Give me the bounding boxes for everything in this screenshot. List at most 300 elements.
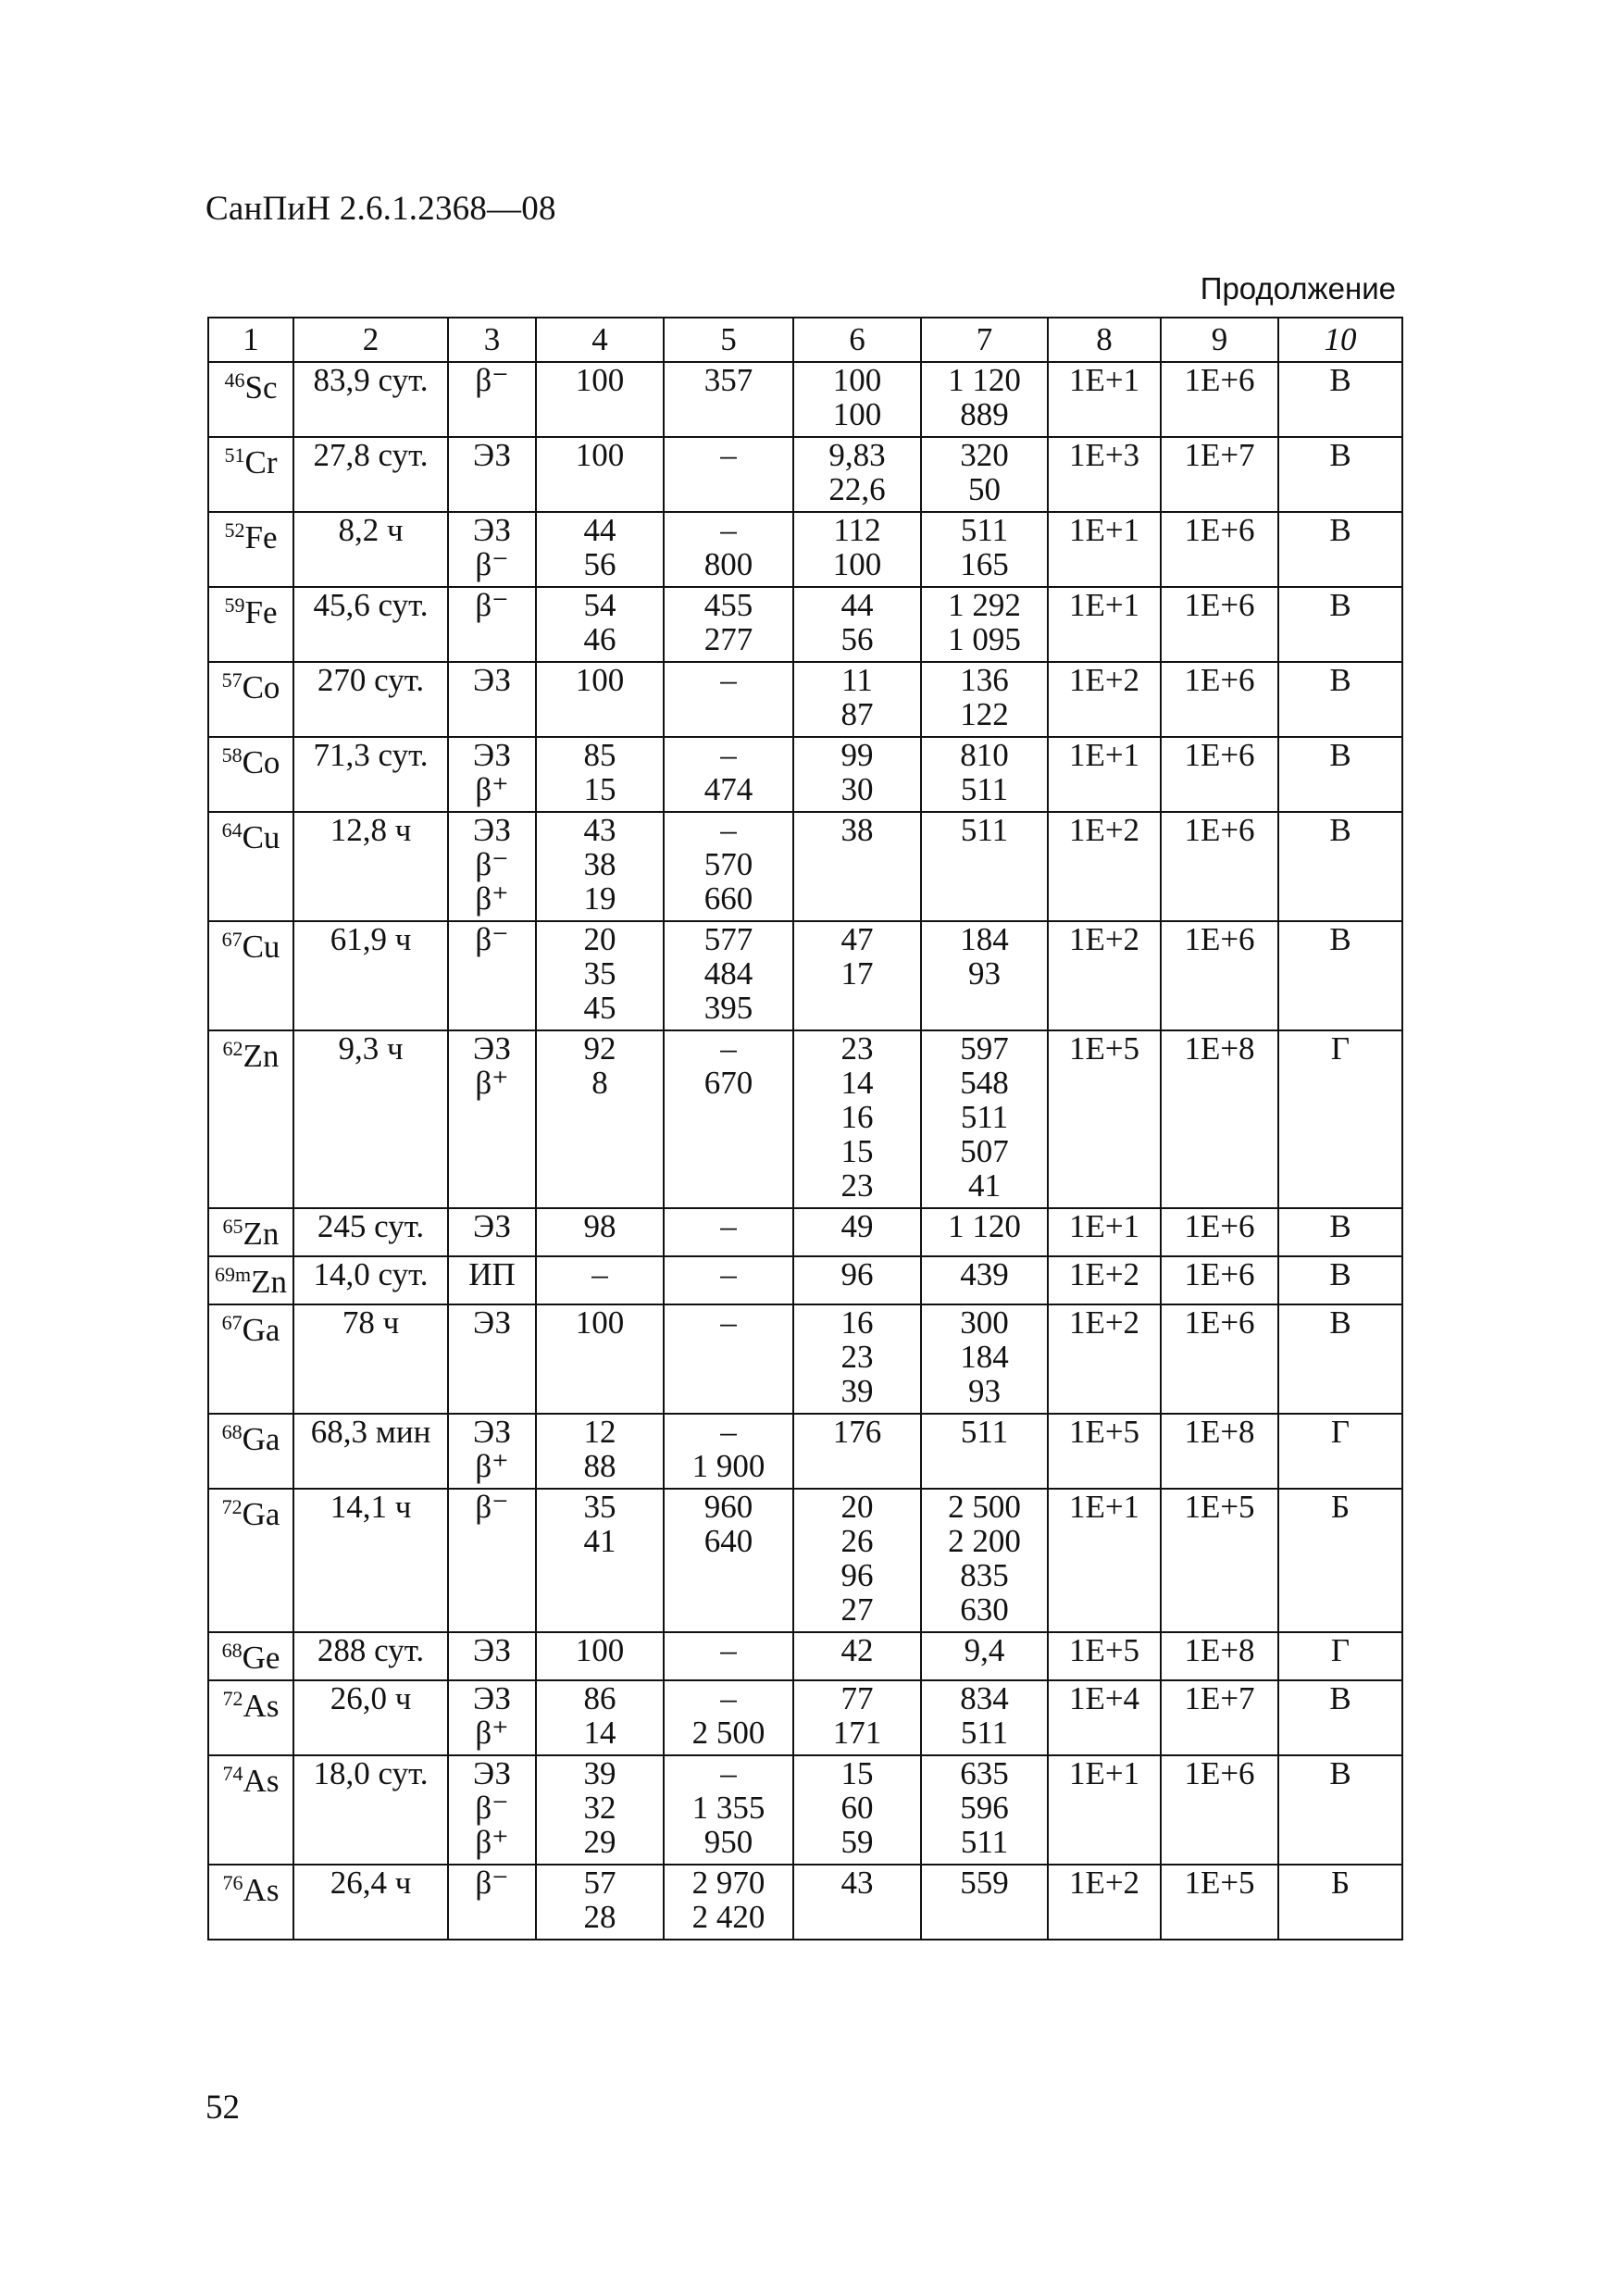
- gamma-energy-cell: [921, 362, 1048, 437]
- yield-cell: [536, 1632, 664, 1680]
- table-row: [208, 1304, 1402, 1414]
- table-row: [208, 1865, 1402, 1940]
- half-life-cell: 9,3 ч: [293, 1030, 448, 1208]
- element-symbol: As: [243, 1688, 280, 1724]
- cell-line: ЭЗ: [472, 662, 512, 698]
- cell-line: 9,83: [828, 437, 886, 473]
- min-activity-cell: 1E+1: [1048, 362, 1161, 437]
- cell-line: 100: [832, 362, 882, 398]
- decay-type-cell: [448, 362, 536, 437]
- cell-line: 44: [583, 512, 616, 548]
- cell-line: 35: [583, 955, 616, 992]
- yield-cell: [536, 1755, 664, 1865]
- cell-line: 38: [583, 846, 616, 882]
- cell-line: –: [591, 1256, 608, 1292]
- cell-line: 2 420: [691, 1899, 765, 1935]
- yield-cell: [536, 662, 664, 737]
- gamma-energy-cell: [921, 1414, 1048, 1489]
- gamma-yield-cell: [793, 1865, 921, 1940]
- column-header-10: 10: [1278, 318, 1402, 362]
- cell-line: 277: [703, 621, 753, 657]
- nuclide-cell: [208, 812, 293, 921]
- nuclide-cell: [208, 1489, 293, 1632]
- element-symbol: Fe: [244, 594, 278, 630]
- cell-line: 50: [968, 471, 1001, 507]
- cell-line: 640: [703, 1523, 753, 1559]
- cell-line: 26: [840, 1523, 874, 1559]
- group-cell: В: [1278, 1256, 1402, 1304]
- cell-line: –: [720, 1755, 737, 1791]
- cell-line: –: [720, 1632, 737, 1668]
- decay-type-cell: [448, 662, 536, 737]
- beta-energy-cell: [664, 1865, 793, 1940]
- group-cell: Б: [1278, 1865, 1402, 1940]
- mass-number: 74: [222, 1762, 243, 1785]
- group-cell: В: [1278, 812, 1402, 921]
- gamma-yield-cell: [793, 1489, 921, 1632]
- cell-line: β⁻: [475, 587, 509, 623]
- cell-line: 11: [841, 662, 873, 698]
- decay-type-cell: [448, 1414, 536, 1489]
- nuclide-cell: [208, 1256, 293, 1304]
- min-activity-cell: 1E+1: [1048, 1755, 1161, 1865]
- half-life-cell: 14,1 ч: [293, 1489, 448, 1632]
- mass-number: 68: [221, 1639, 243, 1662]
- max-activity-cell: 1E+6: [1161, 362, 1278, 437]
- beta-energy-cell: [664, 662, 793, 737]
- yield-cell: [536, 437, 664, 512]
- cell-line: 474: [703, 771, 753, 807]
- cell-line: 54: [583, 587, 616, 623]
- cell-line: ЭЗ: [472, 1755, 512, 1791]
- yield-cell: [536, 512, 664, 587]
- decay-type-cell: [448, 1755, 536, 1865]
- cell-line: –: [720, 737, 737, 773]
- cell-line: 46: [583, 621, 616, 657]
- table-row: [208, 512, 1402, 587]
- cell-line: 15: [840, 1755, 874, 1791]
- max-activity-cell: 1E+6: [1161, 1208, 1278, 1256]
- beta-energy-cell: [664, 362, 793, 437]
- column-header-4: 4: [536, 318, 664, 362]
- half-life-cell: 12,8 ч: [293, 812, 448, 921]
- mass-number: 51: [224, 443, 245, 467]
- cell-line: –: [720, 662, 737, 698]
- table-row: [208, 1208, 1402, 1256]
- cell-line: 44: [840, 587, 874, 623]
- min-activity-cell: 1E+1: [1048, 1208, 1161, 1256]
- gamma-energy-cell: [921, 737, 1048, 812]
- mass-number: 67: [221, 1311, 243, 1334]
- nuclide-cell: [208, 662, 293, 737]
- table-body: [208, 362, 1402, 1940]
- mass-number: 65: [222, 1215, 243, 1238]
- cell-line: 41: [968, 1167, 1001, 1204]
- cell-line: 28: [583, 1899, 616, 1935]
- decay-type-cell: [448, 1208, 536, 1256]
- cell-line: 9,4: [964, 1632, 1005, 1668]
- cell-line: 511: [960, 512, 1009, 548]
- nuclide-cell: [208, 1208, 293, 1256]
- beta-energy-cell: [664, 1489, 793, 1632]
- half-life-cell: 71,3 сут.: [293, 737, 448, 812]
- half-life-cell: 68,3 мин: [293, 1414, 448, 1489]
- cell-line: 300: [960, 1304, 1009, 1341]
- decay-type-cell: [448, 921, 536, 1030]
- cell-line: ЭЗ: [472, 1030, 512, 1067]
- half-life-cell: 8,2 ч: [293, 512, 448, 587]
- cell-line: 15: [840, 1133, 874, 1169]
- cell-line: 165: [960, 546, 1009, 582]
- cell-line: 889: [960, 396, 1009, 432]
- max-activity-cell: 1E+6: [1161, 587, 1278, 662]
- element-symbol: Ga: [242, 1496, 280, 1532]
- group-cell: В: [1278, 587, 1402, 662]
- nuclide-cell: [208, 362, 293, 437]
- table-row: [208, 1632, 1402, 1680]
- nuclide-cell: [208, 1030, 293, 1208]
- table-row: [208, 1680, 1402, 1755]
- cell-line: 35: [583, 1489, 616, 1525]
- cell-line: 171: [832, 1715, 882, 1751]
- table-row: [208, 1755, 1402, 1865]
- cell-line: β⁺: [475, 1715, 509, 1751]
- gamma-energy-cell: [921, 587, 1048, 662]
- mass-number: 69m: [214, 1263, 252, 1286]
- table-row: [208, 1256, 1402, 1304]
- cell-line: 1 355: [691, 1790, 765, 1826]
- gamma-yield-cell: [793, 1755, 921, 1865]
- continuation-label: Продолжение: [1200, 271, 1396, 306]
- cell-line: 548: [960, 1065, 1009, 1101]
- gamma-yield-cell: [793, 921, 921, 1030]
- cell-line: 16: [840, 1099, 874, 1135]
- cell-line: 2 500: [948, 1489, 1021, 1525]
- cell-line: 597: [960, 1030, 1009, 1067]
- yield-cell: [536, 921, 664, 1030]
- cell-line: 20: [583, 921, 616, 957]
- yield-cell: [536, 362, 664, 437]
- cell-line: 596: [960, 1790, 1009, 1826]
- cell-line: 14: [583, 1715, 616, 1751]
- cell-line: 96: [840, 1557, 874, 1593]
- nuclide-cell: [208, 587, 293, 662]
- cell-line: 56: [840, 621, 874, 657]
- cell-line: ЭЗ: [472, 737, 512, 773]
- decay-type-cell: [448, 1030, 536, 1208]
- half-life-cell: 45,6 сут.: [293, 587, 448, 662]
- cell-line: 56: [583, 546, 616, 582]
- group-cell: В: [1278, 921, 1402, 1030]
- beta-energy-cell: [664, 1414, 793, 1489]
- cell-line: 100: [575, 662, 625, 698]
- group-cell: В: [1278, 437, 1402, 512]
- cell-line: 455: [703, 587, 753, 623]
- group-cell: Г: [1278, 1030, 1402, 1208]
- beta-energy-cell: [664, 812, 793, 921]
- cell-line: 23: [840, 1167, 874, 1204]
- cell-line: 570: [703, 846, 753, 882]
- cell-line: β⁻: [475, 1790, 509, 1826]
- element-symbol: Cu: [242, 929, 280, 965]
- group-cell: В: [1278, 1680, 1402, 1755]
- table-row: [208, 1489, 1402, 1632]
- max-activity-cell: 1E+6: [1161, 737, 1278, 812]
- yield-cell: [536, 1680, 664, 1755]
- element-symbol: Ga: [242, 1421, 280, 1457]
- cell-line: 176: [832, 1414, 882, 1450]
- cell-line: β⁻: [475, 846, 509, 882]
- table-row: [208, 1030, 1402, 1208]
- decay-type-cell: [448, 1489, 536, 1632]
- group-cell: Г: [1278, 1632, 1402, 1680]
- gamma-energy-cell: [921, 662, 1048, 737]
- cell-line: 511: [960, 771, 1009, 807]
- group-cell: В: [1278, 1208, 1402, 1256]
- max-activity-cell: 1E+6: [1161, 662, 1278, 737]
- radionuclide-table: [207, 317, 1403, 1940]
- column-number-row: [208, 318, 1402, 362]
- cell-line: 15: [583, 771, 616, 807]
- cell-line: 39: [840, 1373, 874, 1409]
- column-header-3: 3: [448, 318, 536, 362]
- mass-number: 68: [221, 1420, 243, 1443]
- half-life-cell: 270 сут.: [293, 662, 448, 737]
- cell-line: 112: [833, 512, 881, 548]
- min-activity-cell: 1E+2: [1048, 1256, 1161, 1304]
- cell-line: 32: [583, 1790, 616, 1826]
- cell-line: β⁻: [475, 1489, 509, 1525]
- max-activity-cell: 1E+8: [1161, 1030, 1278, 1208]
- gamma-energy-cell: [921, 1030, 1048, 1208]
- cell-line: 511: [960, 1414, 1009, 1450]
- cell-line: 98: [583, 1208, 616, 1244]
- cell-line: 42: [840, 1632, 874, 1668]
- gamma-yield-cell: [793, 437, 921, 512]
- cell-line: ЭЗ: [472, 1414, 512, 1450]
- decay-type-cell: [448, 1680, 536, 1755]
- gamma-yield-cell: [793, 812, 921, 921]
- cell-line: –: [720, 1680, 737, 1716]
- half-life-cell: 26,4 ч: [293, 1865, 448, 1940]
- cell-line: ЭЗ: [472, 1304, 512, 1341]
- cell-line: 511: [960, 812, 1009, 848]
- cell-line: 100: [832, 396, 882, 432]
- cell-line: 810: [960, 737, 1009, 773]
- cell-line: β⁺: [475, 771, 509, 807]
- cell-line: 93: [968, 955, 1001, 992]
- gamma-energy-cell: [921, 921, 1048, 1030]
- cell-line: 22,6: [828, 471, 886, 507]
- min-activity-cell: 1E+2: [1048, 1865, 1161, 1940]
- document-header: СанПиН 2.6.1.2368—08: [205, 190, 556, 228]
- column-header-2: 2: [293, 318, 448, 362]
- max-activity-cell: 1E+7: [1161, 1680, 1278, 1755]
- max-activity-cell: 1E+6: [1161, 921, 1278, 1030]
- cell-line: 511: [960, 1715, 1009, 1751]
- beta-energy-cell: [664, 587, 793, 662]
- cell-line: ЭЗ: [472, 1680, 512, 1716]
- cell-line: 29: [583, 1824, 616, 1860]
- yield-cell: [536, 1030, 664, 1208]
- table-row: [208, 437, 1402, 512]
- cell-line: 39: [583, 1755, 616, 1791]
- decay-type-cell: [448, 587, 536, 662]
- cell-line: 49: [840, 1208, 874, 1244]
- cell-line: –: [720, 512, 737, 548]
- cell-line: 511: [960, 1824, 1009, 1860]
- cell-line: 100: [575, 1304, 625, 1341]
- gamma-energy-cell: [921, 512, 1048, 587]
- cell-line: ЭЗ: [472, 437, 512, 473]
- element-symbol: Cu: [242, 819, 280, 855]
- cell-line: 20: [840, 1489, 874, 1525]
- element-symbol: Co: [242, 744, 280, 780]
- gamma-yield-cell: [793, 362, 921, 437]
- cell-line: 511: [960, 1099, 1009, 1135]
- beta-energy-cell: [664, 1030, 793, 1208]
- cell-line: 2 200: [948, 1523, 1021, 1559]
- cell-line: 1 095: [948, 621, 1021, 657]
- gamma-energy-cell: [921, 437, 1048, 512]
- cell-line: 1 292: [948, 587, 1021, 623]
- cell-line: 41: [583, 1523, 616, 1559]
- cell-line: 834: [960, 1680, 1009, 1716]
- element-symbol: Zn: [243, 1216, 280, 1252]
- cell-line: 16: [840, 1304, 874, 1341]
- cell-line: 357: [703, 362, 753, 398]
- gamma-yield-cell: [793, 512, 921, 587]
- cell-line: ЭЗ: [472, 812, 512, 848]
- min-activity-cell: 1E+5: [1048, 1030, 1161, 1208]
- cell-line: 100: [575, 1632, 625, 1668]
- group-cell: Б: [1278, 1489, 1402, 1632]
- gamma-yield-cell: [793, 587, 921, 662]
- cell-line: 1 120: [948, 1208, 1021, 1244]
- half-life-cell: 18,0 сут.: [293, 1755, 448, 1865]
- column-header-8: 8: [1048, 318, 1161, 362]
- cell-line: β⁻: [475, 1865, 509, 1901]
- element-symbol: As: [243, 1872, 280, 1908]
- table-row: [208, 921, 1402, 1030]
- beta-energy-cell: [664, 1208, 793, 1256]
- element-symbol: Fe: [244, 519, 278, 555]
- half-life-cell: 83,9 сут.: [293, 362, 448, 437]
- page-number: 52: [205, 2089, 240, 2127]
- beta-energy-cell: [664, 1632, 793, 1680]
- cell-line: β⁺: [475, 880, 509, 917]
- half-life-cell: 27,8 сут.: [293, 437, 448, 512]
- min-activity-cell: 1E+2: [1048, 812, 1161, 921]
- gamma-yield-cell: [793, 1680, 921, 1755]
- element-symbol: Co: [242, 669, 280, 705]
- gamma-energy-cell: [921, 1865, 1048, 1940]
- column-header-9: 9: [1161, 318, 1278, 362]
- table-row: [208, 737, 1402, 812]
- decay-type-cell: [448, 812, 536, 921]
- yield-cell: [536, 1865, 664, 1940]
- max-activity-cell: 1E+6: [1161, 1256, 1278, 1304]
- cell-line: 507: [960, 1133, 1009, 1169]
- cell-line: 93: [968, 1373, 1001, 1409]
- beta-energy-cell: [664, 1680, 793, 1755]
- cell-line: 439: [960, 1256, 1009, 1292]
- yield-cell: [536, 1489, 664, 1632]
- column-header-5: 5: [664, 318, 793, 362]
- decay-type-cell: [448, 437, 536, 512]
- gamma-yield-cell: [793, 662, 921, 737]
- gamma-yield-cell: [793, 1208, 921, 1256]
- gamma-energy-cell: [921, 812, 1048, 921]
- cell-line: ИП: [468, 1256, 516, 1292]
- decay-type-cell: [448, 1632, 536, 1680]
- cell-line: 635: [960, 1755, 1009, 1791]
- table-row: [208, 362, 1402, 437]
- max-activity-cell: 1E+5: [1161, 1489, 1278, 1632]
- cell-line: 43: [840, 1865, 874, 1901]
- table-row: [208, 587, 1402, 662]
- cell-line: 100: [575, 362, 625, 398]
- max-activity-cell: 1E+7: [1161, 437, 1278, 512]
- beta-energy-cell: [664, 1304, 793, 1414]
- nuclide-cell: [208, 1414, 293, 1489]
- gamma-energy-cell: [921, 1256, 1048, 1304]
- column-header-7: 7: [921, 318, 1048, 362]
- beta-energy-cell: [664, 512, 793, 587]
- gamma-yield-cell: [793, 1414, 921, 1489]
- cell-line: 320: [960, 437, 1009, 473]
- half-life-cell: 61,9 ч: [293, 921, 448, 1030]
- element-symbol: As: [243, 1763, 280, 1799]
- group-cell: Г: [1278, 1414, 1402, 1489]
- beta-energy-cell: [664, 1755, 793, 1865]
- yield-cell: [536, 587, 664, 662]
- cell-line: 30: [840, 771, 874, 807]
- max-activity-cell: 1E+8: [1161, 1632, 1278, 1680]
- cell-line: 184: [960, 1339, 1009, 1375]
- decay-type-cell: [448, 1256, 536, 1304]
- yield-cell: [536, 1304, 664, 1414]
- min-activity-cell: 1E+2: [1048, 921, 1161, 1030]
- half-life-cell: 245 сут.: [293, 1208, 448, 1256]
- gamma-energy-cell: [921, 1755, 1048, 1865]
- cell-line: –: [720, 1256, 737, 1292]
- cell-line: 85: [583, 737, 616, 773]
- mass-number: 76: [222, 1871, 243, 1894]
- nuclide-cell: [208, 737, 293, 812]
- cell-line: –: [720, 812, 737, 848]
- max-activity-cell: 1E+5: [1161, 1865, 1278, 1940]
- yield-cell: [536, 1256, 664, 1304]
- half-life-cell: 78 ч: [293, 1304, 448, 1414]
- nuclide-cell: [208, 437, 293, 512]
- cell-line: 88: [583, 1448, 616, 1484]
- min-activity-cell: 1E+5: [1048, 1414, 1161, 1489]
- cell-line: –: [720, 1208, 737, 1244]
- cell-line: ЭЗ: [472, 1208, 512, 1244]
- cell-line: 96: [840, 1256, 874, 1292]
- cell-line: ЭЗ: [472, 512, 512, 548]
- mass-number: 46: [224, 368, 245, 392]
- table-row: [208, 662, 1402, 737]
- cell-line: 77: [840, 1680, 874, 1716]
- cell-line: 38: [840, 812, 874, 848]
- cell-line: 8: [591, 1065, 608, 1101]
- nuclide-cell: [208, 1865, 293, 1940]
- nuclide-cell: [208, 1304, 293, 1414]
- gamma-yield-cell: [793, 1256, 921, 1304]
- cell-line: 45: [583, 990, 616, 1026]
